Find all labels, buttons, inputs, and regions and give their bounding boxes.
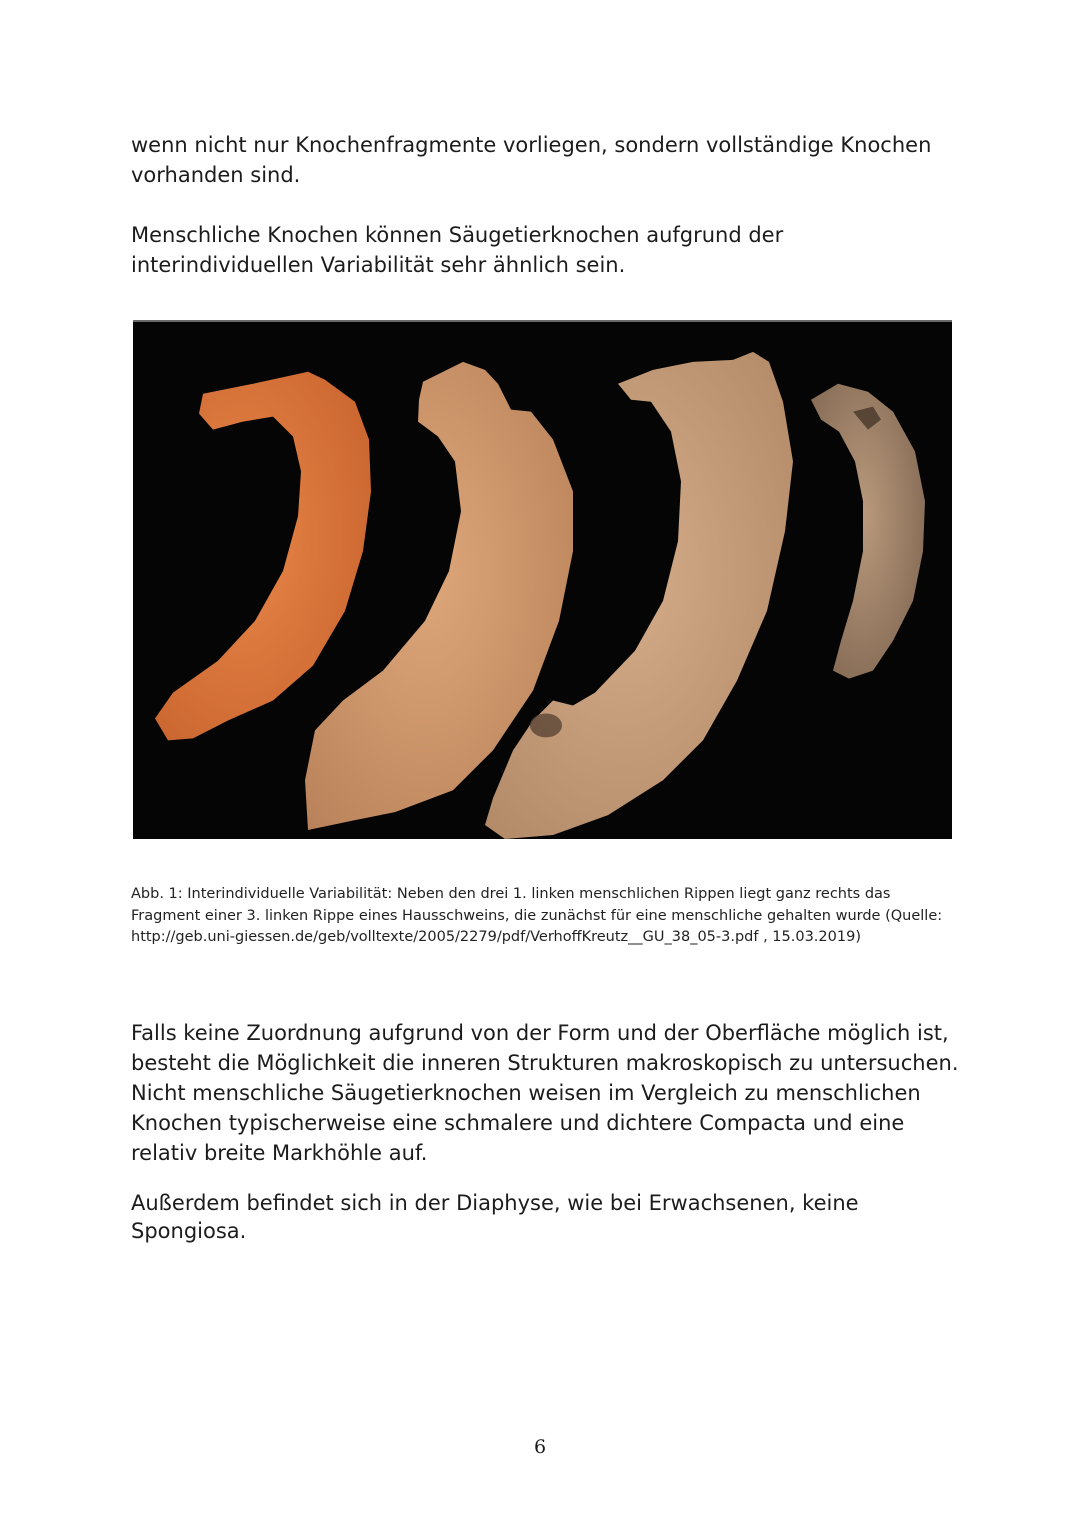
- ribs-illustration: [133, 322, 952, 839]
- paragraph-similarity: Menschliche Knochen können Säugetierknochen aufgrund der interindividuellen Variabilität sehr ähnlich sein.: [131, 223, 784, 277]
- ribs-photo: [133, 320, 952, 839]
- rib-1: [155, 372, 371, 741]
- page-number: 6: [533, 1436, 547, 1458]
- figure-caption: Abb. 1: Interindividuelle Variabilität: Neben den drei 1. linken menschlichen Rippen liegt ganz rechts das Fragment einer 3. linken Rippe eines Hausschweins, die zunächst für eine menschliche gehalten wurde (Quelle: http://geb.uni-giessen.de/geb/volltexte/2005/2279/pdf/VerhoffKreutz__GU_38_05-3.pdf , 15.03.2019): [131, 886, 943, 945]
- paragraph-internal-structures: Falls keine Zuordnung aufgrund von der Form und der Oberfläche möglich ist, besteht die Möglichkeit die inneren Strukturen makroskopisch zu untersuchen. Nicht menschliche Säugetierknochen weisen im Vergleich zu menschlichen Knochen typischerweise eine schmalere und dichtere Compacta und eine relativ breite Markhöhle auf.: [131, 1021, 959, 1165]
- paragraph-intro-continued: wenn nicht nur Knochenfragmente vorliegen, sondern vollständige Knochen vorhanden sind.: [131, 133, 932, 187]
- paragraph-diaphyse: Außerdem befindet sich in der Diaphyse, wie bei Erwachsenen, keine Spongiosa.: [131, 1191, 859, 1243]
